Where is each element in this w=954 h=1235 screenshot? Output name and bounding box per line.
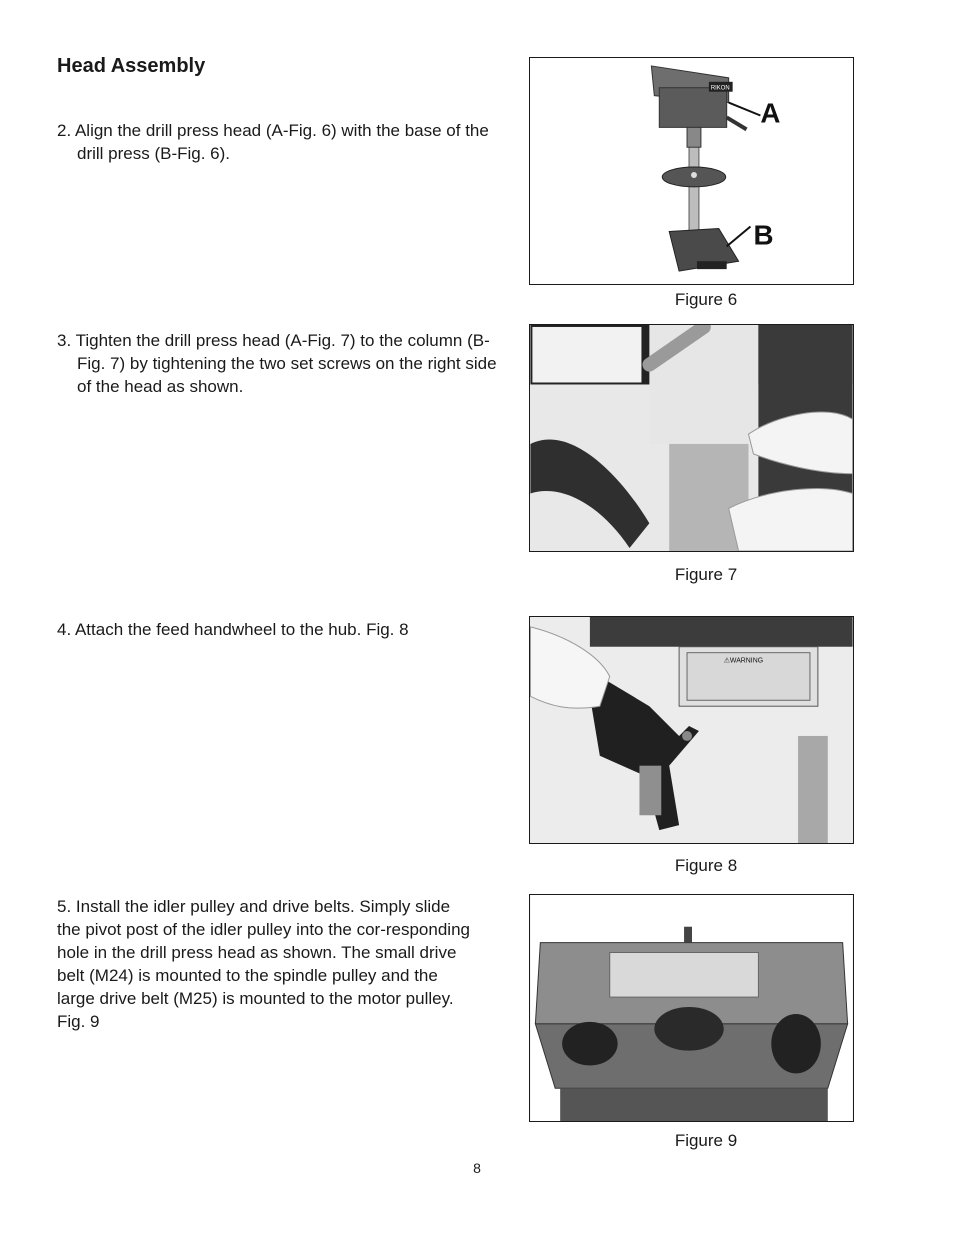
warning-label-text: ⚠WARNING [723,657,764,665]
figure-9-caption: Figure 9 [674,1131,738,1150]
step-3-text: 3. Tighten the drill press head (A-Fig. 7) to the column (B-Fig. 7) by tightening the two set screws on the right side of the head as shown. [57,331,497,396]
figure-8-caption: Figure 8 [674,856,738,875]
step-2-text: 2. Align the drill press head (A-Fig. 6) with the base of the drill press (B-Fig. 6). [57,121,489,163]
callout-b: B [753,219,774,251]
figure-9-image [529,894,854,1122]
set-screw-photo [530,325,853,551]
handwheel-photo [530,617,853,843]
drill-press-illustration [530,58,853,284]
section-heading: Head Assembly [57,55,206,77]
head-brand-label: RIKON [710,85,730,92]
step-5-text: 5. Install the idler pulley and drive belts. Simply slide the pivot post of the idler pulley into the cor-responding hole in the drill press head as shown. The small drive belt (M24) is mounted to the spindle pulley and the large drive belt (M25) is mounted to the motor pulley. Fig. 9 [57,897,470,1031]
figure-6-caption: Figure 6 [674,290,738,309]
figure-6-image [529,57,854,285]
step-4-text: 4. Attach the feed handwheel to the hub. Fig. 8 [57,620,409,639]
page-number: 8 [473,1160,481,1176]
pulley-belts-photo [530,895,853,1121]
callout-a: A [760,97,781,129]
figure-7-image [529,324,854,552]
figure-7-caption: Figure 7 [674,565,738,584]
figure-8-image [529,616,854,844]
